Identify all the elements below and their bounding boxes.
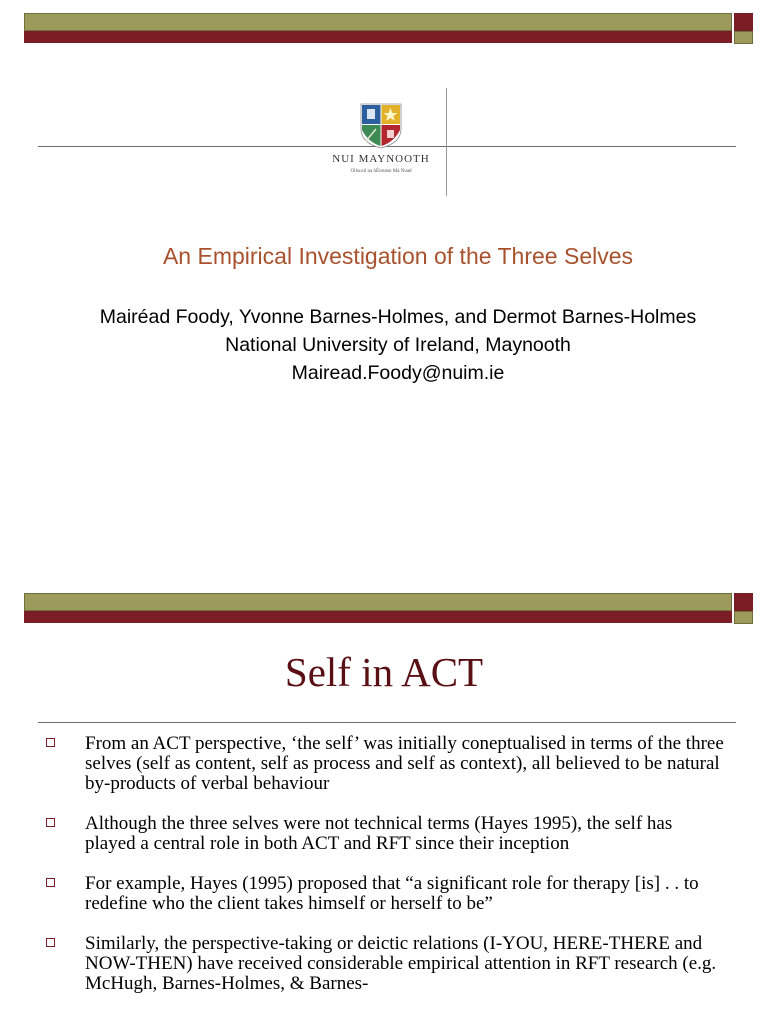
author-block (0, 303, 768, 387)
bullet-item (46, 874, 726, 914)
slide-title: An Empirical Investigation of the Three Selves (162, 243, 634, 269)
header-bar-olive (24, 593, 732, 611)
slide-title: Self in ACT (284, 649, 484, 695)
logo-subtitle: Ollscoil na hÉireann Má Nuad (350, 169, 412, 174)
bullet-item (46, 734, 726, 794)
square-bullet-icon (46, 878, 55, 887)
university-crest-icon (360, 103, 402, 149)
bullet-item (46, 814, 726, 854)
header-corner-olive (734, 31, 753, 44)
bullet-item (46, 934, 726, 994)
content-slide (0, 580, 768, 1024)
header-corner-red (734, 593, 753, 611)
square-bullet-icon (46, 738, 55, 747)
bullet-text: For example, Hayes (1995) proposed that “a significant role for therapy [is] . . to redefine who the client takes himself or herself to be” (85, 873, 699, 914)
square-bullet-icon (46, 938, 55, 947)
header-bar-olive (24, 13, 732, 31)
square-bullet-icon (46, 818, 55, 827)
bullet-text: Although the three selves were not technical terms (Hayes 1995), the self has played a central role in both ACT and RFT since their inception (85, 813, 673, 854)
bullet-list (46, 734, 726, 1014)
header-corner-red (734, 13, 753, 31)
email-line: Mairead.Foody@nuim.ie (291, 362, 505, 384)
bullet-text: From an ACT perspective, ‘the self’ was initially coneptualised in terms of the three selves (self as content, self as process and self as context), all believed to be natural by-products of verbal behaviour (85, 733, 724, 794)
header-corner-olive (734, 611, 753, 624)
vertical-rule (446, 88, 447, 196)
logo-name: NUI MAYNOOTH (332, 153, 430, 165)
affiliation-line: National University of Ireland, Maynooth (225, 334, 571, 356)
bullet-text: Similarly, the perspective-taking or deictic relations (I-YOU, HERE-THERE and NOW-THEN) have received considerable empirical attention in RFT research (e.g. McHugh, Barnes-Holmes, & Barnes- (85, 933, 717, 994)
header-bar-red (24, 611, 732, 623)
horizontal-rule (38, 722, 736, 723)
header-bar-red (24, 31, 732, 43)
authors-line: Mairéad Foody, Yvonne Barnes-Holmes, and Dermot Barnes-Holmes (99, 306, 697, 328)
